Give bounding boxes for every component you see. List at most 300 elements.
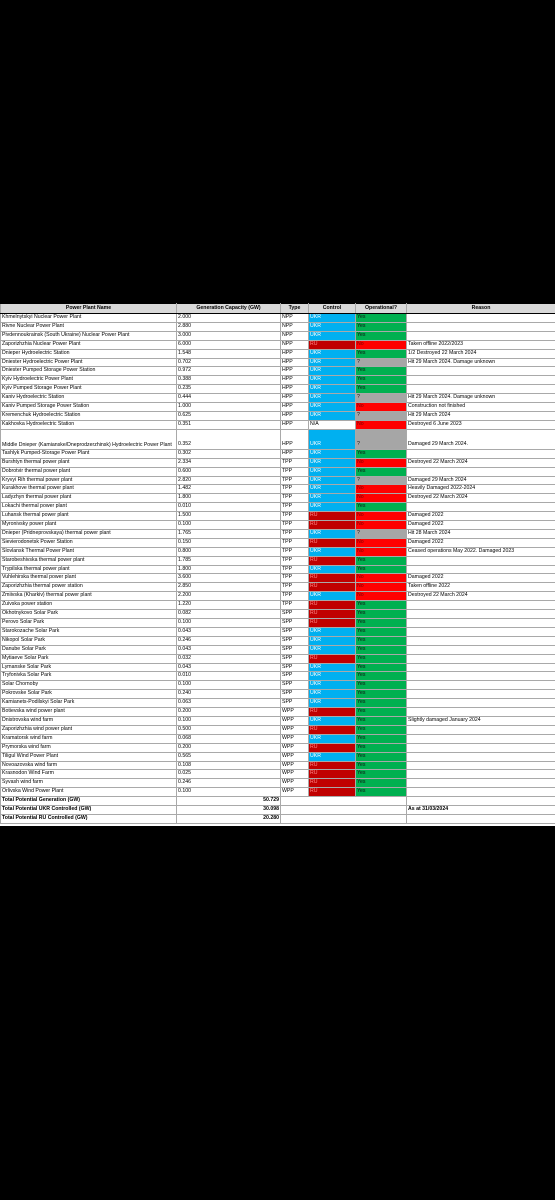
cell-operational: No — [356, 340, 407, 349]
cell-type: WPP — [281, 725, 309, 734]
cell-operational: Yes — [356, 788, 407, 797]
table-row — [1, 761, 555, 770]
cell-capacity: 0.100 — [177, 521, 281, 530]
cell-capacity: 0.108 — [177, 761, 281, 770]
table-row — [1, 521, 555, 530]
cell-capacity: 0.100 — [177, 716, 281, 725]
table-row — [1, 494, 555, 503]
cell-control: UKR — [309, 349, 356, 358]
cell-reason — [407, 708, 555, 717]
cell-reason — [407, 779, 555, 788]
table-row — [1, 367, 555, 376]
cell-operational: Yes — [356, 385, 407, 394]
cell-operational: ? — [356, 529, 407, 538]
cell-name: Kamianets-Podilskyi Solar Park — [1, 699, 177, 708]
table-row — [1, 503, 555, 512]
cell-name: Prymorska wind farm — [1, 743, 177, 752]
cell-capacity: 0.200 — [177, 708, 281, 717]
cell-type: SPP — [281, 645, 309, 654]
cell-name: Dnistrovska wind farm — [1, 716, 177, 725]
cell-control: UKR — [309, 672, 356, 681]
cell-control: UKR — [309, 636, 356, 645]
cell-type: TPP — [281, 538, 309, 547]
cell-operational: Yes — [356, 367, 407, 376]
table-row — [1, 485, 555, 494]
cell-capacity: 0.565 — [177, 752, 281, 761]
cell-control: UKR — [309, 322, 356, 331]
cell-control: UKR — [309, 716, 356, 725]
table-row — [1, 420, 555, 429]
cell-reason — [407, 654, 555, 663]
cell-operational: Yes — [356, 672, 407, 681]
cell-reason — [407, 788, 555, 797]
power-plant-table — [0, 303, 555, 824]
cell-operational: Yes — [356, 322, 407, 331]
cell-capacity: 1.500 — [177, 512, 281, 521]
table-row — [1, 376, 555, 385]
cell-control: UKR — [309, 449, 356, 458]
cell-control: UKR — [309, 645, 356, 654]
table-row — [1, 627, 555, 636]
table-row — [1, 779, 555, 788]
cell-control: UKR — [309, 529, 356, 538]
cell-control: RU — [309, 770, 356, 779]
cell-name: Kaniv Pumped Storage Power Station — [1, 403, 177, 412]
cell-name: Lokachi thermal power plant — [1, 503, 177, 512]
cell-operational: Yes — [356, 467, 407, 476]
cell-type: TPP — [281, 521, 309, 530]
cell-name: Slovlansk Thermal Power Plant — [1, 547, 177, 556]
cell-control: UKR — [309, 503, 356, 512]
cell-control: RU — [309, 725, 356, 734]
header-reason: Reason — [407, 304, 555, 314]
cell-reason: Hit 29 March 2024 — [407, 411, 555, 420]
table-row — [1, 592, 555, 601]
table-row — [1, 681, 555, 690]
cell-operational: ? — [356, 429, 407, 449]
cell-control: UKR — [309, 458, 356, 467]
cell-operational: Yes — [356, 314, 407, 323]
cell-capacity: 1.785 — [177, 556, 281, 565]
cell-operational: Yes — [356, 699, 407, 708]
cell-capacity: 0.010 — [177, 672, 281, 681]
total-row — [1, 797, 555, 806]
cell-name: Sievierodonetsk Power Station — [1, 538, 177, 547]
table-row — [1, 583, 555, 592]
table-row — [1, 601, 555, 610]
cell-type: WPP — [281, 716, 309, 725]
cell-type: HPP — [281, 349, 309, 358]
cell-control: UKR — [309, 367, 356, 376]
cell-control: RU — [309, 601, 356, 610]
cell-type: SPP — [281, 681, 309, 690]
table-row — [1, 690, 555, 699]
cell-type: TPP — [281, 565, 309, 574]
cell-control: UKR — [309, 331, 356, 340]
cell-type: TPP — [281, 467, 309, 476]
cell-reason — [407, 770, 555, 779]
cell-operational: Yes — [356, 556, 407, 565]
cell-capacity: 0.200 — [177, 743, 281, 752]
cell-operational: Yes — [356, 725, 407, 734]
cell-reason: Construction not finished — [407, 403, 555, 412]
cell-type: WPP — [281, 752, 309, 761]
cell-reason — [407, 503, 555, 512]
table-row — [1, 734, 555, 743]
cell-reason — [407, 681, 555, 690]
table-row — [1, 403, 555, 412]
cell-type: WPP — [281, 743, 309, 752]
cell-operational: Yes — [356, 681, 407, 690]
cell-name: Dnieper (Pridneprovskaya) thermal power plant — [1, 529, 177, 538]
cell-reason: Heavily Damaged 2022-2024 — [407, 485, 555, 494]
cell-reason: Destroyed 22 March 2024 — [407, 592, 555, 601]
cell-capacity: 2.334 — [177, 458, 281, 467]
cell-capacity: 0.500 — [177, 725, 281, 734]
cell-name: Starokozache Solar Park — [1, 627, 177, 636]
cell-name: Kaniv Hydroelectric Station — [1, 394, 177, 403]
table-row — [1, 467, 555, 476]
cell-name: Middle Dnieper (Kamianske/Dneprodzerzhinsk) Hydroelectric Power Plant — [1, 429, 177, 449]
cell-control: UKR — [309, 476, 356, 485]
cell-type: NPP — [281, 340, 309, 349]
cell-capacity: 1.482 — [177, 485, 281, 494]
cell-capacity: 0.032 — [177, 654, 281, 663]
cell-capacity: 0.043 — [177, 627, 281, 636]
cell-operational: Yes — [356, 376, 407, 385]
table-row — [1, 672, 555, 681]
cell-reason: Damaged 2022 — [407, 512, 555, 521]
cell-operational: No — [356, 420, 407, 429]
total-value: 50.729 — [177, 797, 281, 806]
cell-reason — [407, 331, 555, 340]
total-note — [407, 797, 555, 806]
cell-control: UKR — [309, 314, 356, 323]
cell-control: RU — [309, 743, 356, 752]
cell-reason — [407, 761, 555, 770]
total-row — [1, 806, 555, 815]
cell-capacity: 0.702 — [177, 358, 281, 367]
cell-operational: Yes — [356, 690, 407, 699]
cell-name: Rivne Nuclear Power Plant — [1, 322, 177, 331]
table-row — [1, 645, 555, 654]
cell-capacity: 2.000 — [177, 314, 281, 323]
cell-name: Pokrovske Solar Park — [1, 690, 177, 699]
cell-control: RU — [309, 538, 356, 547]
cell-capacity: 0.100 — [177, 681, 281, 690]
cell-control: UKR — [309, 663, 356, 672]
cell-operational: Yes — [356, 716, 407, 725]
cell-name: Zmiivska (Kharkiv) thermal power plant — [1, 592, 177, 601]
cell-operational: Yes — [356, 708, 407, 717]
cell-name: Mytiaeve Solar Park — [1, 654, 177, 663]
cell-type: NPP — [281, 331, 309, 340]
cell-type: TPP — [281, 574, 309, 583]
table-row — [1, 547, 555, 556]
cell-name: Kremenchuk Hydroelectric Station — [1, 411, 177, 420]
cell-control: UKR — [309, 385, 356, 394]
table-row — [1, 716, 555, 725]
cell-control: UKR — [309, 394, 356, 403]
cell-reason — [407, 376, 555, 385]
cell-control: UKR — [309, 681, 356, 690]
cell-control: RU — [309, 654, 356, 663]
cell-operational: No — [356, 494, 407, 503]
cell-reason: Destroyed 6 June 2023 — [407, 420, 555, 429]
cell-capacity: 0.043 — [177, 663, 281, 672]
cell-name: Luhansk thermal power plant — [1, 512, 177, 521]
cell-operational: No — [356, 574, 407, 583]
cell-operational: Yes — [356, 636, 407, 645]
cell-name: Tashlyk Pumped-Storage Power Plant — [1, 449, 177, 458]
cell-name: Starobeshivska thermal power plant — [1, 556, 177, 565]
cell-capacity: 1.548 — [177, 349, 281, 358]
cell-type: WPP — [281, 779, 309, 788]
table-row — [1, 476, 555, 485]
cell-control: UKR — [309, 411, 356, 420]
cell-reason — [407, 752, 555, 761]
table-row — [1, 654, 555, 663]
cell-reason — [407, 314, 555, 323]
cell-name: Lymanske Solar Park — [1, 663, 177, 672]
cell-type: TPP — [281, 458, 309, 467]
cell-capacity: 0.100 — [177, 788, 281, 797]
cell-control: RU — [309, 574, 356, 583]
cell-name: Kyiv Hydroelectric Power Plant — [1, 376, 177, 385]
cell-reason — [407, 743, 555, 752]
table-row — [1, 788, 555, 797]
cell-reason — [407, 367, 555, 376]
cell-name: Solar Chornoby — [1, 681, 177, 690]
cell-capacity: 0.388 — [177, 376, 281, 385]
cell-capacity: 0.302 — [177, 449, 281, 458]
cell-control: RU — [309, 619, 356, 628]
cell-capacity: 0.246 — [177, 779, 281, 788]
cell-type: SPP — [281, 619, 309, 628]
table-body — [1, 314, 555, 797]
cell-capacity: 1.220 — [177, 601, 281, 610]
cell-type: TPP — [281, 503, 309, 512]
cell-capacity: 2.850 — [177, 583, 281, 592]
cell-operational: ? — [356, 394, 407, 403]
cell-operational: ? — [356, 476, 407, 485]
cell-type: TPP — [281, 592, 309, 601]
table-row — [1, 331, 555, 340]
total-value: 30.098 — [177, 806, 281, 815]
total-spacer — [281, 806, 407, 815]
cell-capacity: 0.025 — [177, 770, 281, 779]
cell-reason — [407, 556, 555, 565]
cell-reason — [407, 385, 555, 394]
cell-type: SPP — [281, 627, 309, 636]
cell-name: Zaporizhzhia thermal power station — [1, 583, 177, 592]
cell-name: Dniester Pumped Storage Power Station — [1, 367, 177, 376]
cell-capacity: 0.063 — [177, 699, 281, 708]
cell-reason — [407, 636, 555, 645]
cell-control: RU — [309, 788, 356, 797]
cell-control: UKR — [309, 752, 356, 761]
cell-capacity: 0.600 — [177, 467, 281, 476]
table-row — [1, 458, 555, 467]
cell-operational: Yes — [356, 743, 407, 752]
cell-control: UKR — [309, 592, 356, 601]
cell-control: RU — [309, 340, 356, 349]
cell-control: UKR — [309, 627, 356, 636]
cell-type: SPP — [281, 690, 309, 699]
cell-capacity: 0.800 — [177, 547, 281, 556]
cell-operational: Yes — [356, 779, 407, 788]
cell-operational: No — [356, 485, 407, 494]
cell-control: RU — [309, 556, 356, 565]
header-type: Type — [281, 304, 309, 314]
cell-name: Kyiv Pumped Storage Power Plant — [1, 385, 177, 394]
cell-name: Trypilska thermal power plant — [1, 565, 177, 574]
cell-control: UKR — [309, 403, 356, 412]
table-row — [1, 322, 555, 331]
cell-control: UKR — [309, 690, 356, 699]
cell-type: SPP — [281, 672, 309, 681]
table-row — [1, 565, 555, 574]
cell-reason — [407, 565, 555, 574]
cell-control: UKR — [309, 734, 356, 743]
table-row — [1, 385, 555, 394]
table-row — [1, 449, 555, 458]
cell-control: RU — [309, 708, 356, 717]
cell-operational: Yes — [356, 601, 407, 610]
cell-type: HPP — [281, 411, 309, 420]
totals-body — [1, 797, 555, 824]
table-row — [1, 752, 555, 761]
cell-name: Kryvyi Rih thermal power plant — [1, 476, 177, 485]
cell-type: HPP — [281, 394, 309, 403]
cell-name: Danube Solar Park — [1, 645, 177, 654]
cell-reason: Ceased operations May 2022. Damaged 2023 — [407, 547, 555, 556]
table-row — [1, 770, 555, 779]
table-row — [1, 512, 555, 521]
cell-type: HPP — [281, 367, 309, 376]
cell-reason: Damaged 29 March 2024. — [407, 429, 555, 449]
table-row — [1, 529, 555, 538]
cell-type: WPP — [281, 770, 309, 779]
cell-type: HPP — [281, 385, 309, 394]
cell-operational: Yes — [356, 770, 407, 779]
cell-type: TPP — [281, 494, 309, 503]
cell-reason — [407, 672, 555, 681]
cell-reason — [407, 449, 555, 458]
cell-reason — [407, 601, 555, 610]
cell-capacity: 0.625 — [177, 411, 281, 420]
total-spacer — [281, 814, 407, 823]
cell-type: TPP — [281, 601, 309, 610]
cell-operational: ? — [356, 358, 407, 367]
cell-control: RU — [309, 610, 356, 619]
cell-name: Kakhovka Hydroelectric Station — [1, 420, 177, 429]
cell-capacity: 0.068 — [177, 734, 281, 743]
total-spacer — [281, 797, 407, 806]
cell-reason: Hit 28 March 2024 — [407, 529, 555, 538]
cell-type: HPP — [281, 449, 309, 458]
cell-name: Orlivska Wind Power Plant — [1, 788, 177, 797]
cell-reason — [407, 725, 555, 734]
cell-name: Okhotnykovo Solar Park — [1, 610, 177, 619]
cell-capacity: 3.600 — [177, 574, 281, 583]
cell-capacity: 0.100 — [177, 619, 281, 628]
cell-reason — [407, 322, 555, 331]
cell-name: Zaporizhzhia Nuclear Power Plant — [1, 340, 177, 349]
cell-reason — [407, 663, 555, 672]
table-row — [1, 411, 555, 420]
cell-capacity: 0.972 — [177, 367, 281, 376]
cell-operational: Yes — [356, 449, 407, 458]
cell-operational: No — [356, 512, 407, 521]
cell-type: HPP — [281, 420, 309, 429]
cell-reason: Destroyed 22 March 2024 — [407, 494, 555, 503]
header-name: Power Plant Name — [1, 304, 177, 314]
cell-name: Pivdennoukrainsk (South Ukraine) Nuclear Power Plant — [1, 331, 177, 340]
table-row — [1, 725, 555, 734]
cell-operational: Yes — [356, 503, 407, 512]
total-value: 20.280 — [177, 814, 281, 823]
cell-type: WPP — [281, 788, 309, 797]
cell-reason: Damaged 2022 — [407, 538, 555, 547]
cell-type: SPP — [281, 699, 309, 708]
cell-control: UKR — [309, 699, 356, 708]
cell-operational: ? — [356, 411, 407, 420]
cell-capacity: 1.800 — [177, 565, 281, 574]
cell-capacity: 0.352 — [177, 429, 281, 449]
cell-name: Myronivsky power plant — [1, 521, 177, 530]
cell-control: UKR — [309, 494, 356, 503]
table-row — [1, 708, 555, 717]
cell-type: TPP — [281, 529, 309, 538]
cell-operational: No — [356, 583, 407, 592]
cell-reason — [407, 699, 555, 708]
cell-name: Vuhlehirska thermal power plant — [1, 574, 177, 583]
cell-type: HPP — [281, 358, 309, 367]
cell-name: Zaporizhzhia wind power plant — [1, 725, 177, 734]
cell-operational: No — [356, 538, 407, 547]
total-label: Total Potential UKR Controlled (GW) — [1, 806, 177, 815]
cell-name: Perovo Solar Park — [1, 619, 177, 628]
cell-type: SPP — [281, 654, 309, 663]
cell-name: Tiligul Wind Power Plant — [1, 752, 177, 761]
spreadsheet — [0, 303, 555, 826]
cell-name: Krasnodon Wind Farm — [1, 770, 177, 779]
cell-control: RU — [309, 512, 356, 521]
cell-name: Syvash wind farm — [1, 779, 177, 788]
cell-control: UKR — [309, 429, 356, 449]
cell-reason — [407, 645, 555, 654]
table-row — [1, 663, 555, 672]
cell-reason — [407, 610, 555, 619]
total-note: As at 31/03/2024 — [407, 806, 555, 815]
cell-reason: Hit 29 March 2024. Damage unknown — [407, 358, 555, 367]
cell-capacity: 1.765 — [177, 529, 281, 538]
cell-capacity: 0.240 — [177, 690, 281, 699]
table-row — [1, 358, 555, 367]
cell-name: Dnieper Hydroelectric Station — [1, 349, 177, 358]
cell-capacity: 3.000 — [177, 331, 281, 340]
header-capacity: Generation Capacity (GW) — [177, 304, 281, 314]
total-label: Total Potential RU Controlled (GW) — [1, 814, 177, 823]
cell-name: Botievska wind power plant — [1, 708, 177, 717]
cell-reason: Hit 29 March 2024. Damage unknown — [407, 394, 555, 403]
cell-reason: 1/2 Destroyed 22 March 2024 — [407, 349, 555, 358]
cell-control: RU — [309, 761, 356, 770]
table-row — [1, 699, 555, 708]
cell-capacity: 0.444 — [177, 394, 281, 403]
cell-capacity: 0.351 — [177, 420, 281, 429]
